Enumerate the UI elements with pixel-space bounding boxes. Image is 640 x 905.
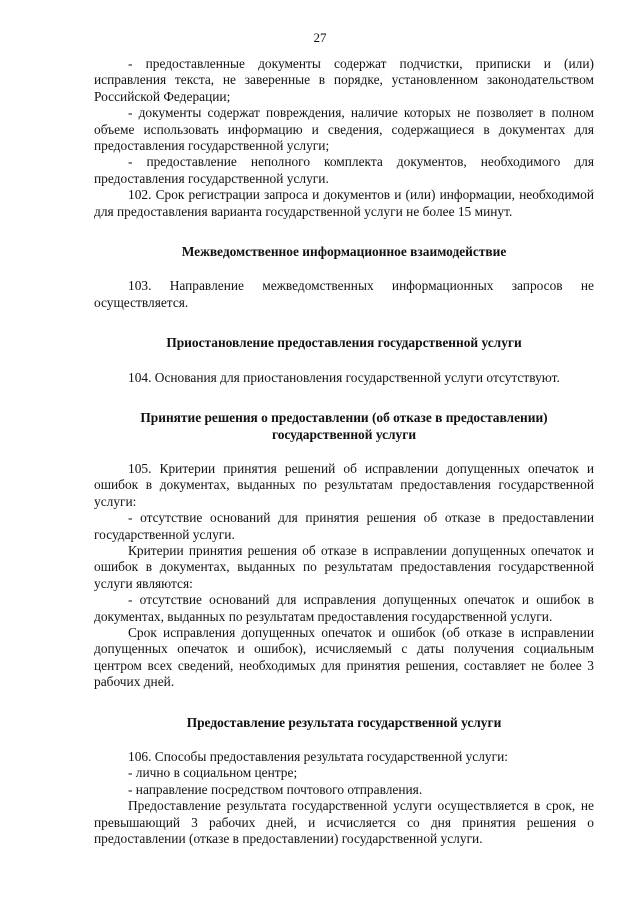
paragraph: 103. Направление межведомственных информационных запросов не осуществляется. [94, 278, 594, 310]
paragraph: - лично в социальном центре; [128, 765, 298, 781]
page-number: 27 [313, 30, 327, 45]
paragraph: - документы содержат повреждения, наличие которых не позволяет в полном объеме использовать информацию и сведения, содержащиеся в документах для предоставления государственной услуги; [94, 105, 594, 154]
paragraph: - направление посредством почтового отправления. [128, 781, 423, 797]
paragraph: 104. Основания для приостановления государственной услуги отсутствуют. [128, 369, 560, 385]
paragraph: Срок исправления допущенных опечаток и ошибок (об отказе в исправлении допущенных опечаток и ошибок), исчисляемый с даты получения социальным центром всех сведений, необходимых для принятия решения, составляет не более 3 рабочих дней. [94, 624, 594, 690]
section-heading: Межведомственное информационное взаимодействие [181, 244, 507, 260]
paragraph: 105. Критерии принятия решений об исправлении допущенных опечаток и ошибок в документах, выданных по результатам предоставления государственной услуги: [94, 460, 594, 509]
paragraph: - предоставленные документы содержат подчистки, приписки и (или) исправления текста, не заверенные в порядке, установленном законодательством Российской Федерации; [94, 56, 594, 104]
section-heading: Принятие решения о предоставлении (об отказе в предоставлении) государственной услуги [140, 410, 548, 442]
paragraph: - отсутствие оснований для принятия решения об отказе в предоставлении государственной услуги. [94, 510, 594, 542]
paragraph: 102. Срок регистрации запроса и документов и (или) информации, необходимой для предоставления варианта государственной услуги не более 15 минут. [94, 187, 594, 219]
document-body [94, 56, 594, 847]
paragraph: - отсутствие оснований для исправления допущенных опечаток и ошибок в документах, выданных по результатам предоставления государственной услуги. [94, 592, 594, 624]
paragraph: Предоставление результата государственной услуги осуществляется в срок, не превышающий 3 рабочих дней, и исчисляется со дня принятия решения о предоставлении (отказе в предоставлении) государственной услуги. [94, 798, 594, 847]
paragraph: Критерии принятия решения об отказе в исправлении допущенных опечаток и ошибок в документах, выданных по результатам предоставления государственной услуги являются: [94, 542, 594, 591]
paragraph: - предоставление неполного комплекта документов, необходимого для предоставления государственной услуги. [94, 154, 594, 186]
section-heading: Предоставление результата государственной услуги [186, 714, 502, 730]
paragraph: 106. Способы предоставления результата государственной услуги: [128, 749, 508, 764]
section-heading: Приостановление предоставления государственной услуги [166, 335, 522, 351]
